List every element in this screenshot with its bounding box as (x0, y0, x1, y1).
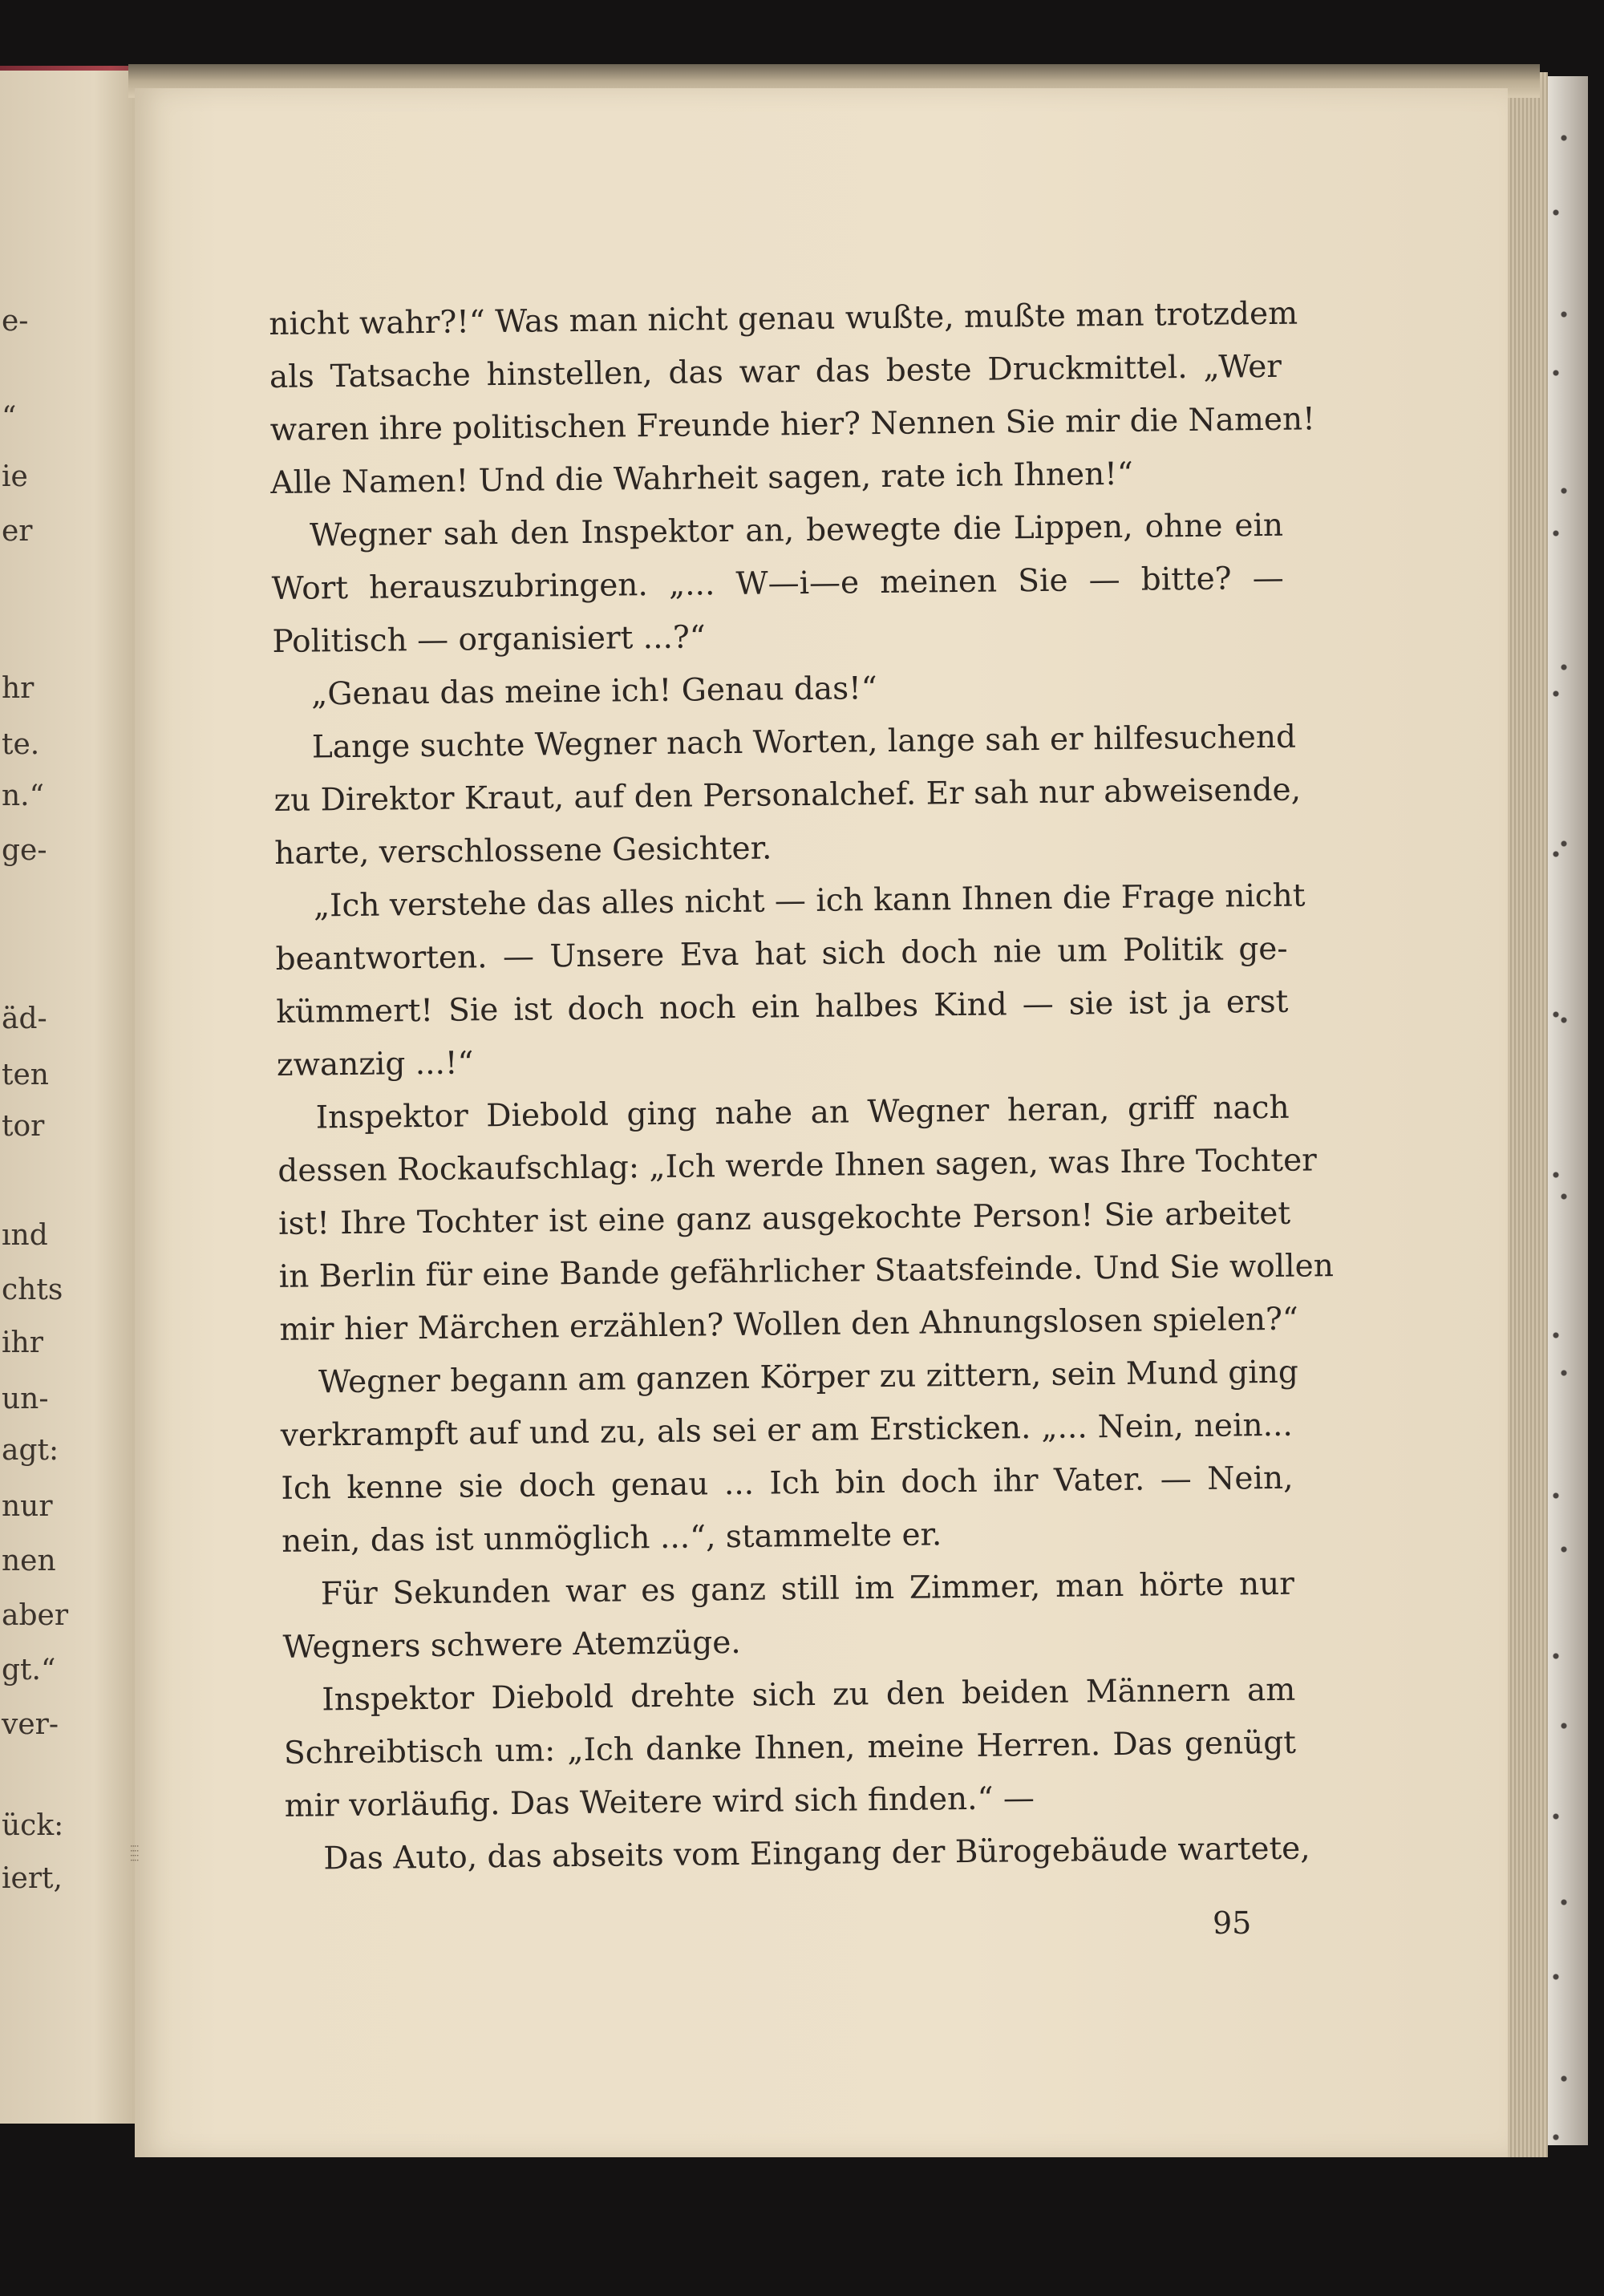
text-line: Wegner begann am ganzen Körper zu zittern, sein Mund ging (318, 1354, 1299, 1401)
text-line: verkrampft auf und zu, als sei er am Ersticken. „... Nein, nein... (280, 1407, 1294, 1454)
text-line: nein, das ist unmöglich ...“, stammelte er. (282, 1516, 942, 1560)
page-text (269, 288, 1335, 1886)
left-page-fragment: tor (2, 1110, 45, 1143)
left-page-fragment: er (2, 515, 33, 548)
text-line: Wegners schwere Atemzüge. (282, 1624, 741, 1666)
left-page-fragment: aber (2, 1599, 69, 1632)
text-line: Inspektor Diebold ging nahe an Wegner heran, griff nach (315, 1089, 1290, 1136)
left-page-fragment: “ (2, 401, 17, 434)
left-page-fragment: ihr (2, 1326, 43, 1359)
text-line: Das Auto, das abseits vom Eingang der Bürogebäude wartete, (323, 1830, 1310, 1877)
text-line: Alle Namen! Und die Wahrheit sagen, rate ich Ihnen!“ (270, 456, 1134, 501)
text-line: mir hier Märchen erzählen? Wollen den Ahnungslosen spielen?“ (279, 1301, 1299, 1348)
text-line: Ich kenne sie doch genau ... Ich bin doch ihr Vater. — Nein, (281, 1460, 1294, 1507)
text-line: zu Direktor Kraut, auf den Personalchef. Er sah nur abweisende, (273, 771, 1302, 819)
text-line: „Ich verstehe das alles nicht — ich kann Ihnen die Frage nicht (313, 877, 1306, 925)
left-page-fragment: agt: (2, 1434, 59, 1467)
text-line: beantworten. — Unsere Eva hat sich doch nie um Politik ge- (275, 930, 1288, 978)
left-page-fragment: nen (2, 1545, 56, 1577)
text-line: waren ihre politischen Freunde hier? Nennen Sie mir die Namen! (269, 401, 1316, 448)
left-page-fragment: ie (2, 460, 28, 493)
left-page-fragment: un- (2, 1383, 49, 1415)
text-line: dessen Rockaufschlag: „Ich werde Ihnen sagen, was Ihre Tochter (277, 1142, 1318, 1189)
text-line: zwanzig ...!“ (276, 1045, 474, 1083)
text-line: Für Sekunden war es ganz still im Zimmer, man hörte nur (320, 1565, 1295, 1613)
left-page-fragment: ver- (2, 1708, 59, 1741)
text-line: Wegner sah den Inspektor an, bewegte die Lippen, ohne ein (309, 507, 1284, 554)
page-number: 95 (1213, 1905, 1252, 1941)
left-page-fragment: äd- (2, 1002, 47, 1035)
left-page-fragment: n.“ (2, 780, 45, 812)
left-page-fragment: chts (2, 1274, 63, 1306)
text-line: als Tatsache hinstellen, das war das beste Druckmittel. „Wer (269, 348, 1282, 395)
text-line: ist! Ihre Tochter ist eine ganz ausgekochte Person! Sie arbeitet (277, 1195, 1291, 1242)
text-line: kümmert! Sie ist doch noch ein halbes Kind — sie ist ja erst (276, 983, 1289, 1031)
left-page-fragment: ück: (2, 1809, 64, 1842)
left-page-fragment: te. (2, 728, 40, 761)
left-page-fragment: e- (2, 305, 29, 338)
text-line: Inspektor Diebold drehte sich zu den beiden Männern am (322, 1671, 1296, 1719)
text-line: mir vorläufig. Das Weitere wird sich finden.“ — (284, 1780, 1035, 1824)
left-page-fragment: ge- (2, 834, 47, 867)
text-line: Politisch — organisiert ...?“ (272, 619, 706, 660)
left-page-fragment: ınd (2, 1219, 48, 1252)
gutter-mark: ⁞⁞⁞⁞ (128, 1844, 140, 1864)
text-line: Wort herauszubringen. „... W—i—e meinen Sie — bitte? — (271, 560, 1284, 607)
left-page-fragment: ten (2, 1059, 49, 1091)
text-line: harte, verschlossene Gesichter. (274, 830, 772, 872)
left-page-fragment: hr (2, 672, 34, 705)
left-page (0, 71, 135, 2124)
text-line: Schreibtisch um: „Ich danke Ihnen, meine Herren. Das genügt (283, 1724, 1297, 1772)
text-line: Lange suchte Wegner nach Worten, lange sah er hilfesuchend (311, 719, 1297, 766)
text-line: „Genau das meine ich! Genau das!“ (310, 670, 877, 713)
text-line: in Berlin für eine Bande gefährlicher Staatsfeinde. Und Sie wollen (278, 1248, 1335, 1295)
left-page-fragment: iert, (2, 1862, 63, 1895)
text-line: nicht wahr?!“ Was man nicht genau wußte, mußte man trotzdem (269, 295, 1298, 342)
left-page-fragment: nur (2, 1490, 53, 1523)
left-page-fragment: gt.“ (2, 1654, 56, 1687)
